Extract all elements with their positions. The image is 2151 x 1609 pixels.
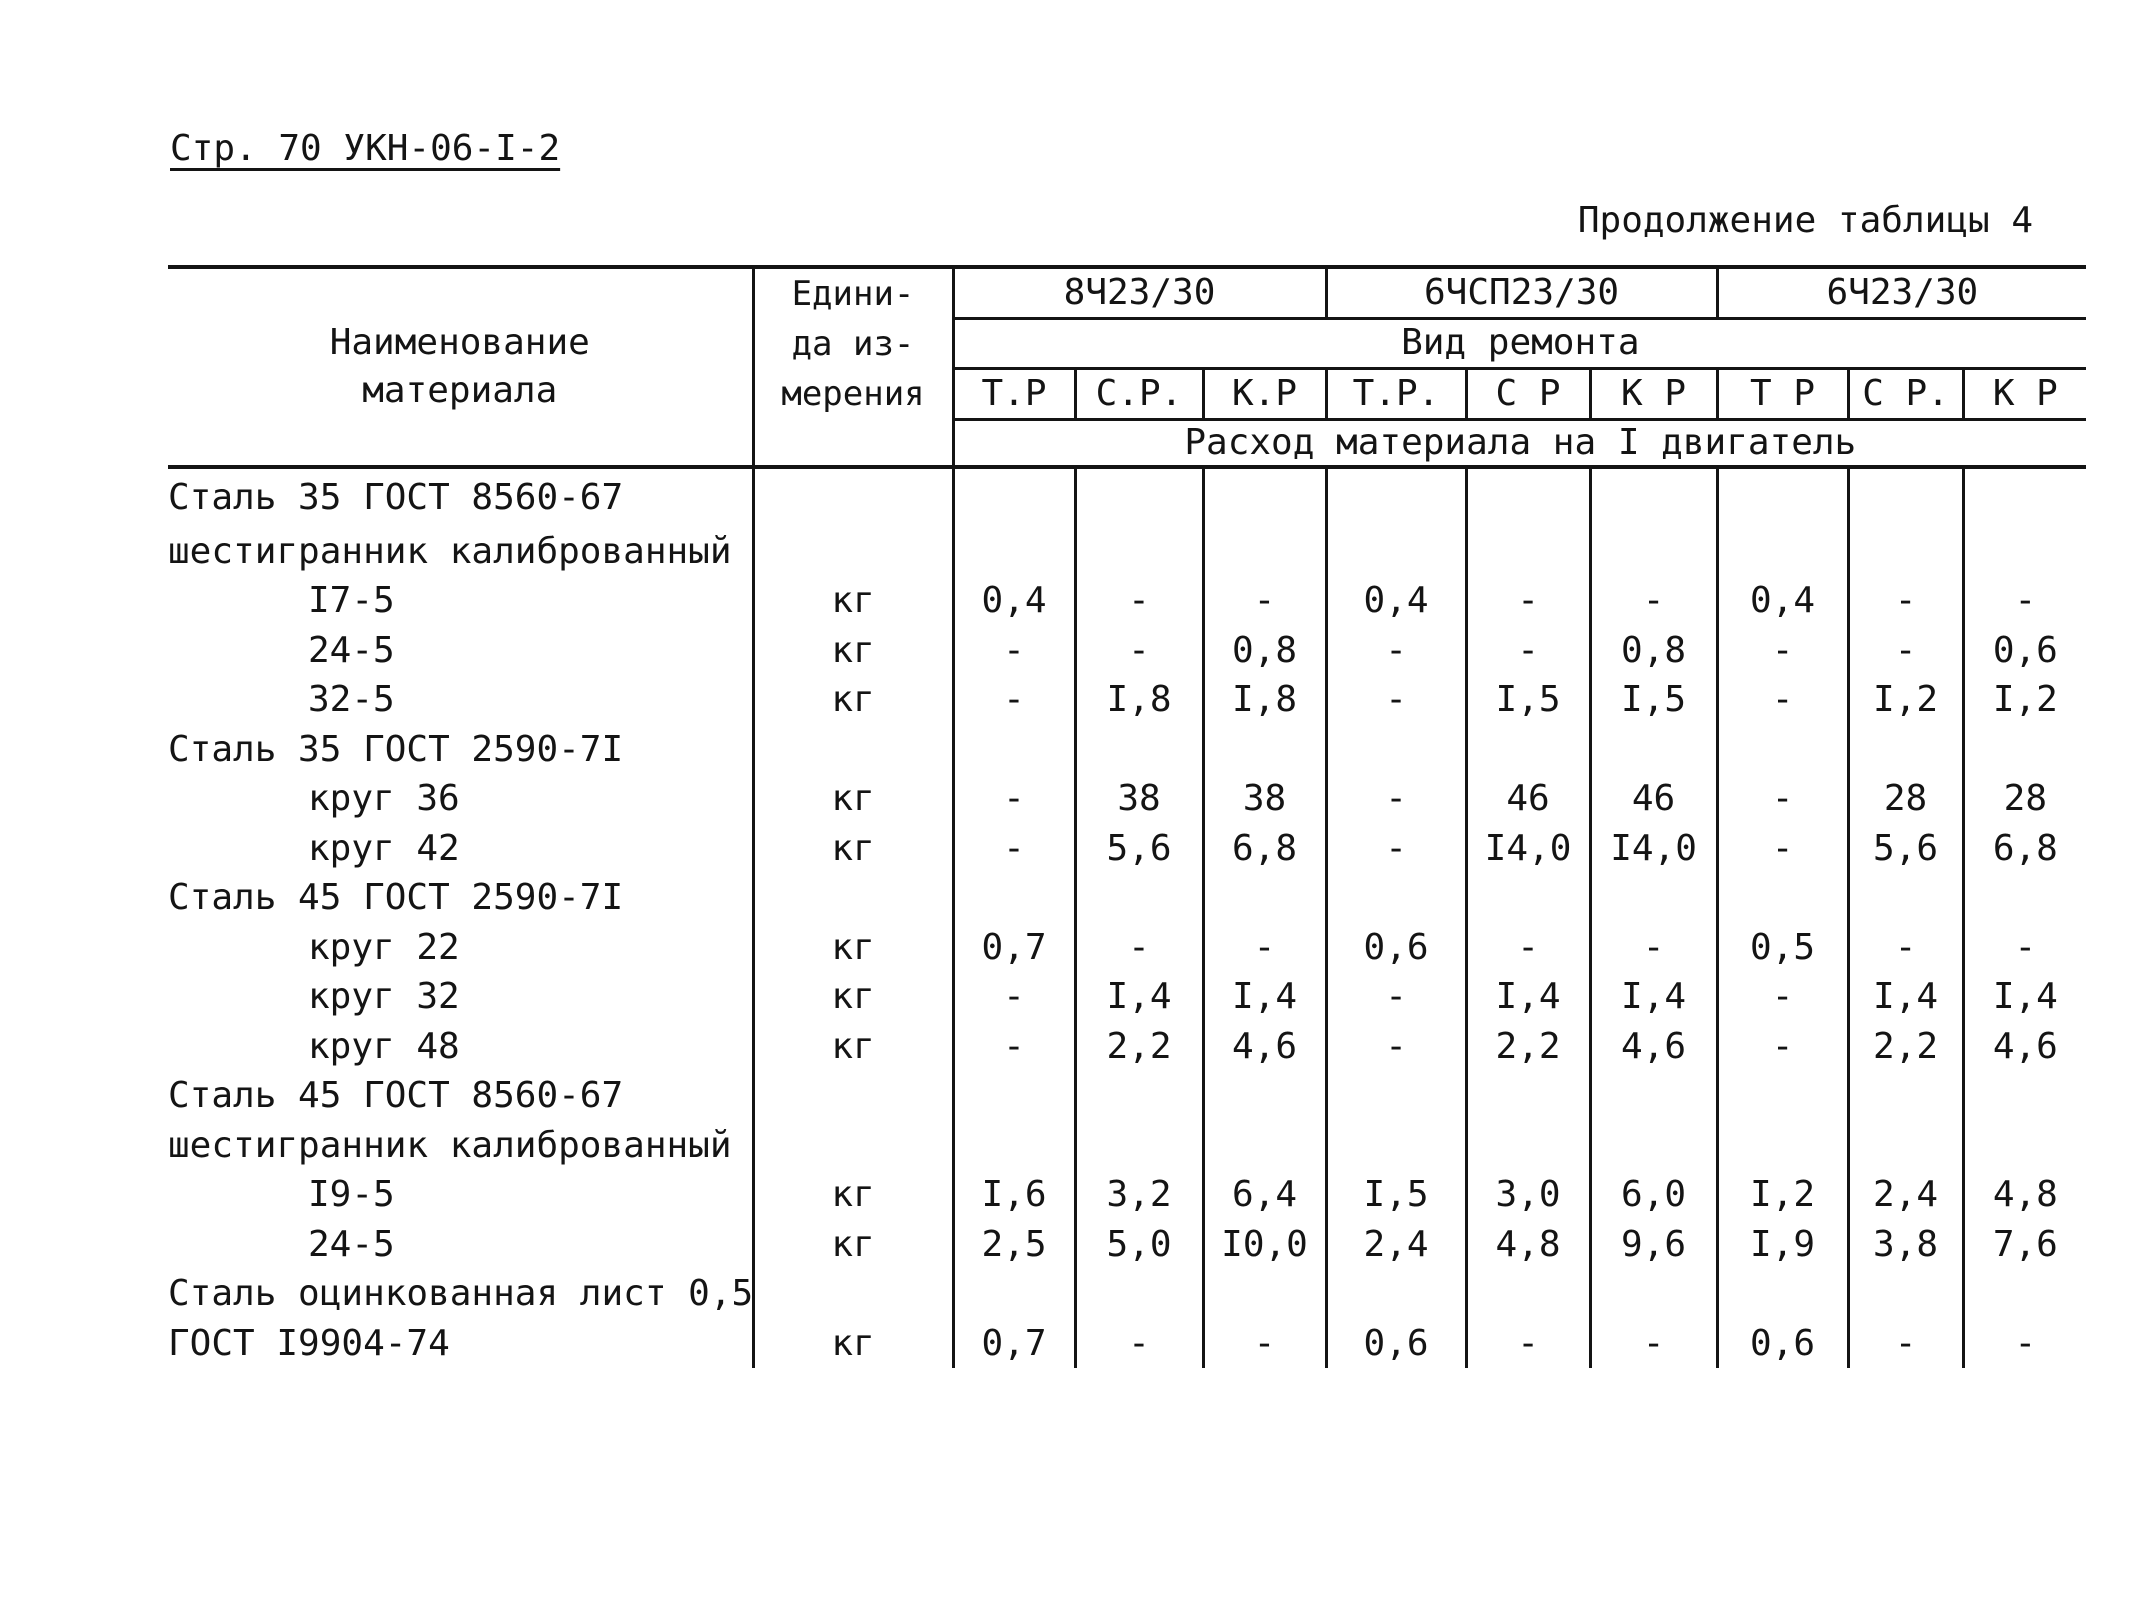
value-cell <box>1203 1071 1326 1121</box>
unit-cell <box>753 1071 953 1121</box>
repair-kind-header: Т.Р <box>953 369 1075 420</box>
unit-cell <box>753 1269 953 1319</box>
column-header-name <box>168 267 753 467</box>
unit-cell: кг <box>753 1022 953 1072</box>
table-row <box>168 824 2086 874</box>
value-cell: 0,6 <box>1326 923 1466 973</box>
value-cell: 0,7 <box>953 923 1075 973</box>
table-row <box>168 1269 2086 1319</box>
material-name: шестигранник калиброванный <box>168 1124 732 1166</box>
value-cell: 0,4 <box>1717 576 1848 626</box>
material-name: круг 36 <box>308 778 460 819</box>
material-name: Сталь оцинкованная лист 0,5 <box>168 1273 753 1314</box>
table-row <box>168 675 2086 725</box>
value-cell: - <box>1326 774 1466 824</box>
value-cell: - <box>953 824 1075 874</box>
value-cell <box>1848 527 1963 577</box>
value-cell <box>1075 1269 1203 1319</box>
value-cell: I,5 <box>1466 675 1590 725</box>
value-cell <box>1466 1071 1590 1121</box>
value-cell: 2,4 <box>1326 1220 1466 1270</box>
column-header-unit <box>753 267 953 419</box>
value-cell <box>1075 1121 1203 1171</box>
repair-kind-header: К Р <box>1590 369 1717 420</box>
value-cell: - <box>1203 923 1326 973</box>
value-cell: I,4 <box>1466 972 1590 1022</box>
value-cell: 9,6 <box>1590 1220 1717 1270</box>
column-header-unit-line2: да из- <box>791 324 915 364</box>
value-cell <box>1848 1121 1963 1171</box>
value-cell <box>1203 527 1326 577</box>
value-cell: 3,2 <box>1075 1170 1203 1220</box>
table-row <box>168 1071 2086 1121</box>
value-cell: 38 <box>1075 774 1203 824</box>
value-cell <box>1848 467 1963 527</box>
value-cell <box>1466 873 1590 923</box>
value-cell: 0,4 <box>1326 576 1466 626</box>
table-row <box>168 774 2086 824</box>
value-cell: 3,0 <box>1466 1170 1590 1220</box>
value-cell <box>1717 1269 1848 1319</box>
value-cell: 0,6 <box>1963 626 2086 676</box>
table-row <box>168 527 2086 577</box>
value-cell <box>953 1121 1075 1171</box>
material-name: круг 48 <box>308 1025 460 1067</box>
value-cell <box>1963 725 2086 775</box>
value-cell: 5,6 <box>1848 824 1963 874</box>
value-cell <box>1326 1121 1466 1171</box>
unit-cell <box>753 527 953 577</box>
unit-cell: кг <box>753 923 953 973</box>
value-cell: - <box>1590 923 1717 973</box>
value-cell: 6,4 <box>1203 1170 1326 1220</box>
value-cell <box>1326 467 1466 527</box>
value-cell <box>1963 1071 2086 1121</box>
value-cell: - <box>953 626 1075 676</box>
value-cell <box>1466 467 1590 527</box>
value-cell <box>1717 1071 1848 1121</box>
value-cell: - <box>1717 675 1848 725</box>
table-row <box>168 1170 2086 1220</box>
value-cell <box>1848 725 1963 775</box>
material-name: круг 42 <box>308 827 460 869</box>
value-cell: - <box>1717 626 1848 676</box>
value-cell <box>1963 1269 2086 1319</box>
repair-kind-header: С.Р. <box>1075 369 1203 420</box>
value-cell: I,6 <box>953 1170 1075 1220</box>
table-head <box>168 267 2086 467</box>
value-cell <box>953 467 1075 527</box>
unit-cell: кг <box>753 824 953 874</box>
repair-kind-header: Т.Р. <box>1326 369 1466 420</box>
repair-kind-header: К Р <box>1963 369 2086 420</box>
value-cell: I,8 <box>1075 675 1203 725</box>
value-cell: 4,6 <box>1590 1022 1717 1072</box>
value-cell: I,5 <box>1590 675 1717 725</box>
value-cell: I4,0 <box>1466 824 1590 874</box>
column-header-unit-line3: мерения <box>781 374 925 414</box>
value-cell <box>1963 873 2086 923</box>
value-cell: - <box>1326 824 1466 874</box>
table-row <box>168 972 2086 1022</box>
table-caption: Продолжение таблицы 4 <box>1577 200 2033 241</box>
value-cell: I,4 <box>1963 972 2086 1022</box>
value-cell <box>1963 1121 2086 1171</box>
materials-table <box>168 265 2086 1368</box>
value-cell: 38 <box>1203 774 1326 824</box>
value-cell: - <box>953 774 1075 824</box>
value-cell <box>953 873 1075 923</box>
value-cell: I4,0 <box>1590 824 1717 874</box>
value-cell: 28 <box>1848 774 1963 824</box>
column-header-name-line2: материала <box>362 369 558 411</box>
value-cell <box>1326 1071 1466 1121</box>
value-cell: - <box>953 972 1075 1022</box>
value-cell: 0,8 <box>1203 626 1326 676</box>
value-cell: I,5 <box>1326 1170 1466 1220</box>
value-cell <box>1963 467 2086 527</box>
value-cell <box>1326 527 1466 577</box>
value-cell: 2,5 <box>953 1220 1075 1270</box>
value-cell: - <box>1717 774 1848 824</box>
unit-cell: кг <box>753 675 953 725</box>
value-cell: I,4 <box>1075 972 1203 1022</box>
consumption-header: Расход материала на I двигатель <box>953 419 2086 467</box>
value-cell <box>1466 725 1590 775</box>
table-row <box>168 1319 2086 1369</box>
table-row <box>168 1022 2086 1072</box>
material-name: шестигранник калиброванный <box>168 530 732 572</box>
value-cell <box>1717 873 1848 923</box>
value-cell: 2,2 <box>1075 1022 1203 1072</box>
repair-type-header: Вид ремонта <box>953 318 2086 368</box>
material-name: круг 22 <box>308 926 460 968</box>
value-cell: - <box>1590 576 1717 626</box>
unit-cell <box>753 725 953 775</box>
value-cell: - <box>1326 675 1466 725</box>
value-cell <box>1203 873 1326 923</box>
value-cell: - <box>953 1022 1075 1072</box>
value-cell <box>1590 873 1717 923</box>
value-cell: I,9 <box>1717 1220 1848 1270</box>
column-header-name-line1: Наименование <box>329 321 590 363</box>
value-cell <box>1203 1121 1326 1171</box>
material-name: ГОСТ I9904-74 <box>168 1322 450 1364</box>
value-cell: - <box>1963 1319 2086 1369</box>
value-cell: 2,4 <box>1848 1170 1963 1220</box>
value-cell: 7,6 <box>1963 1220 2086 1270</box>
unit-cell <box>753 467 953 527</box>
value-cell: 0,5 <box>1717 923 1848 973</box>
value-cell <box>1203 467 1326 527</box>
value-cell: 0,6 <box>1717 1319 1848 1369</box>
value-cell: I,4 <box>1848 972 1963 1022</box>
value-cell: - <box>1466 923 1590 973</box>
unit-cell: кг <box>753 1170 953 1220</box>
value-cell: 0,7 <box>953 1319 1075 1369</box>
table-row <box>168 1121 2086 1171</box>
value-cell: - <box>1326 972 1466 1022</box>
value-cell <box>1075 725 1203 775</box>
repair-kind-header: С Р. <box>1848 369 1963 420</box>
material-name: Сталь 35 ГОСТ 2590-7I <box>168 728 624 770</box>
value-cell: 4,8 <box>1963 1170 2086 1220</box>
value-cell <box>953 1071 1075 1121</box>
value-cell: 0,4 <box>953 576 1075 626</box>
value-cell: I,2 <box>1848 675 1963 725</box>
value-cell: - <box>1717 1022 1848 1072</box>
unit-cell: кг <box>753 576 953 626</box>
value-cell: 0,8 <box>1590 626 1717 676</box>
table-body <box>168 467 2086 1369</box>
table-row <box>168 626 2086 676</box>
value-cell <box>1466 1269 1590 1319</box>
value-cell <box>1203 725 1326 775</box>
value-cell <box>1203 1269 1326 1319</box>
value-cell <box>1717 467 1848 527</box>
value-cell <box>1075 467 1203 527</box>
value-cell: - <box>1717 824 1848 874</box>
unit-cell: кг <box>753 1220 953 1270</box>
value-cell: - <box>1075 576 1203 626</box>
value-cell: 28 <box>1963 774 2086 824</box>
value-cell <box>1590 1121 1717 1171</box>
material-name: I7-5 <box>308 580 395 621</box>
unit-cell: кг <box>753 972 953 1022</box>
value-cell <box>1326 1269 1466 1319</box>
repair-kind-header: С Р <box>1466 369 1590 420</box>
engine-header-3: 6Ч23/30 <box>1717 267 2086 318</box>
material-name: 24-5 <box>308 629 395 671</box>
value-cell <box>1075 527 1203 577</box>
unit-cell: кг <box>753 626 953 676</box>
value-cell: 2,2 <box>1848 1022 1963 1072</box>
value-cell: - <box>1075 923 1203 973</box>
value-cell: 6,8 <box>1203 824 1326 874</box>
value-cell: - <box>1963 923 2086 973</box>
value-cell <box>1848 873 1963 923</box>
value-cell: I,2 <box>1717 1170 1848 1220</box>
value-cell: - <box>1326 626 1466 676</box>
value-cell: - <box>1466 1319 1590 1369</box>
value-cell: - <box>1717 972 1848 1022</box>
value-cell <box>1590 527 1717 577</box>
value-cell: - <box>1963 576 2086 626</box>
unit-header-spacer <box>753 419 953 467</box>
value-cell <box>1717 1121 1848 1171</box>
material-name: 24-5 <box>308 1223 395 1265</box>
value-cell <box>1590 467 1717 527</box>
value-cell: 46 <box>1466 774 1590 824</box>
value-cell: 3,8 <box>1848 1220 1963 1270</box>
table-row <box>168 576 2086 626</box>
value-cell: I,2 <box>1963 675 2086 725</box>
table-row <box>168 467 2086 527</box>
value-cell: 5,0 <box>1075 1220 1203 1270</box>
value-cell <box>1848 1071 1963 1121</box>
value-cell: - <box>1466 626 1590 676</box>
unit-cell <box>753 873 953 923</box>
value-cell <box>953 527 1075 577</box>
value-cell: - <box>1075 626 1203 676</box>
value-cell: - <box>1466 576 1590 626</box>
table-row <box>168 1220 2086 1270</box>
value-cell: - <box>953 675 1075 725</box>
material-name: Сталь 45 ГОСТ 2590-7I <box>168 877 624 918</box>
engine-header-2: 6ЧСП23/30 <box>1326 267 1717 318</box>
value-cell: - <box>1590 1319 1717 1369</box>
value-cell: I,4 <box>1590 972 1717 1022</box>
value-cell: I,8 <box>1203 675 1326 725</box>
engine-header-1: 8Ч23/30 <box>953 267 1326 318</box>
value-cell <box>1963 527 2086 577</box>
table-row <box>168 873 2086 923</box>
value-cell: I0,0 <box>1203 1220 1326 1270</box>
value-cell: - <box>1075 1319 1203 1369</box>
value-cell: 2,2 <box>1466 1022 1590 1072</box>
value-cell: - <box>1203 576 1326 626</box>
material-name: Сталь 35 ГОСТ 8560-67 <box>168 476 624 518</box>
value-cell <box>1075 873 1203 923</box>
value-cell: - <box>1203 1319 1326 1369</box>
unit-cell: кг <box>753 1319 953 1369</box>
unit-cell <box>753 1121 953 1171</box>
value-cell <box>1466 1121 1590 1171</box>
column-header-unit-line1: Едини- <box>791 274 915 314</box>
material-name: 32-5 <box>308 679 395 720</box>
value-cell <box>953 725 1075 775</box>
table-row <box>168 923 2086 973</box>
table-row <box>168 725 2086 775</box>
material-name: Сталь 45 ГОСТ 8560-67 <box>168 1075 624 1116</box>
value-cell: - <box>1848 923 1963 973</box>
value-cell <box>1590 1071 1717 1121</box>
value-cell: 0,6 <box>1326 1319 1466 1369</box>
value-cell <box>1326 873 1466 923</box>
value-cell <box>1075 1071 1203 1121</box>
value-cell: 6,8 <box>1963 824 2086 874</box>
value-cell <box>953 1269 1075 1319</box>
value-cell: 46 <box>1590 774 1717 824</box>
value-cell <box>1717 527 1848 577</box>
value-cell <box>1466 527 1590 577</box>
page-header: Стр. 70 УКН-06-I-2 <box>170 128 561 169</box>
value-cell <box>1590 725 1717 775</box>
value-cell <box>1590 1269 1717 1319</box>
value-cell <box>1326 725 1466 775</box>
value-cell: 4,6 <box>1203 1022 1326 1072</box>
value-cell: 6,0 <box>1590 1170 1717 1220</box>
material-name: I9-5 <box>308 1174 395 1215</box>
value-cell: 4,6 <box>1963 1022 2086 1072</box>
material-name: круг 32 <box>308 976 460 1017</box>
value-cell: - <box>1848 576 1963 626</box>
unit-cell: кг <box>753 774 953 824</box>
value-cell <box>1717 725 1848 775</box>
value-cell: - <box>1326 1022 1466 1072</box>
value-cell: 4,8 <box>1466 1220 1590 1270</box>
value-cell: - <box>1848 626 1963 676</box>
value-cell: 5,6 <box>1075 824 1203 874</box>
value-cell: - <box>1848 1319 1963 1369</box>
repair-kind-header: Т Р <box>1717 369 1848 420</box>
value-cell <box>1848 1269 1963 1319</box>
value-cell: I,4 <box>1203 972 1326 1022</box>
repair-kind-header: К.Р <box>1203 369 1326 420</box>
